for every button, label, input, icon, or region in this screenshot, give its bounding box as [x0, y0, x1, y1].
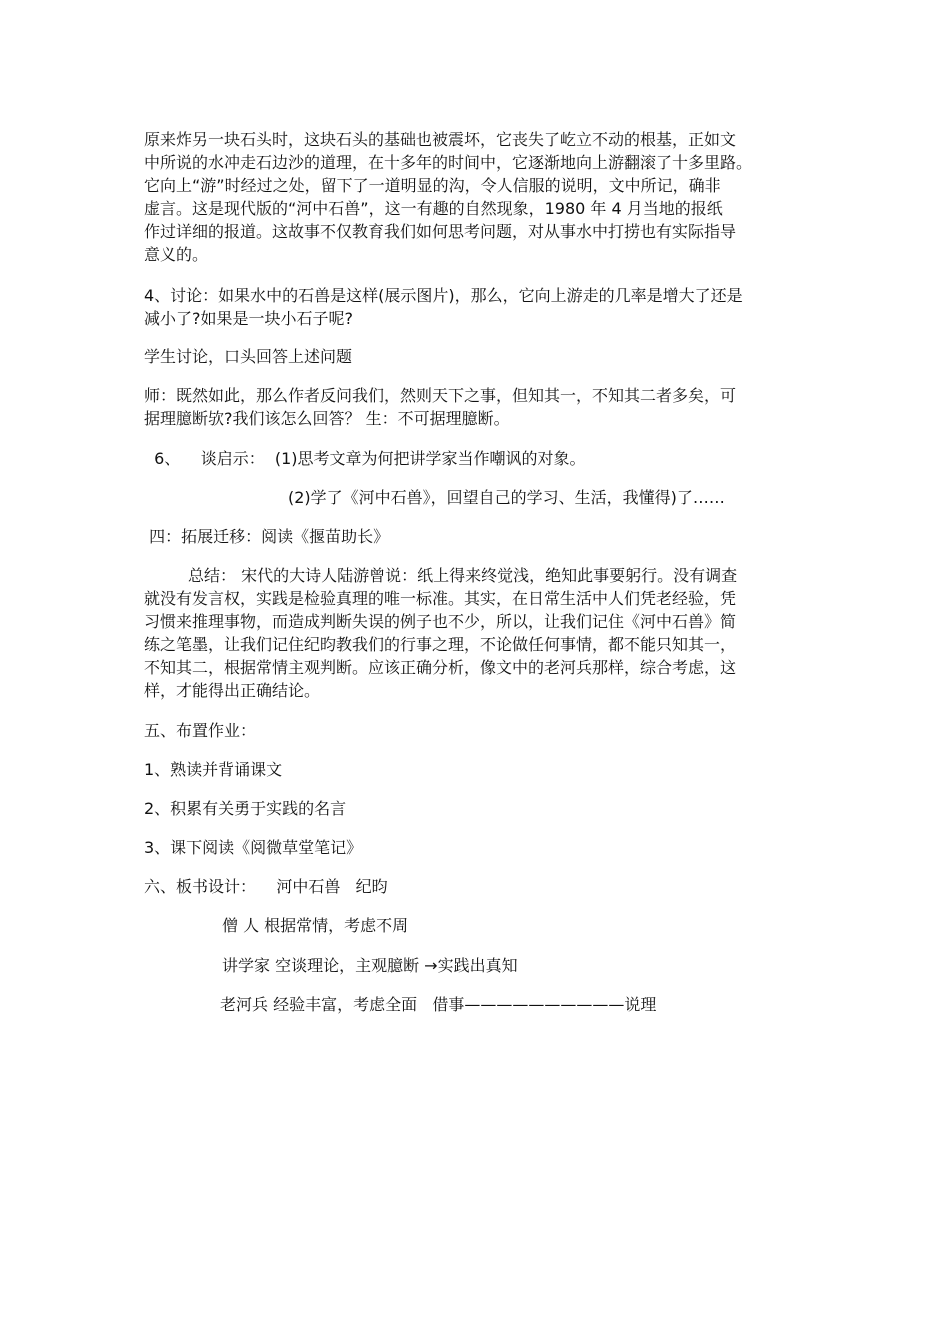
- text-line: 中所说的水冲走石边沙的道理，在十多年的时间中，它逐渐地向上游翻滚了十多里路。: [144, 153, 753, 172]
- text-line: 它向上“游”时经过之处，留下了一道明显的沟，令人信服的说明，文中所记，确非: [144, 176, 721, 195]
- insight-6: 6、 谈启示： (1)思考文章为何把讲学家当作嘲讽的对象。: [144, 449, 586, 468]
- text-line: 习惯来推理事物，而造成判断失误的例子也不少，所以，让我们记住《河中石兽》简: [144, 612, 737, 631]
- text-line: 据理臆断欤?我们该怎么回答？ 生：不可据理臆断。: [144, 409, 510, 428]
- text-line: 原来炸另一块石头时，这块石头的基础也被震坏，它丧失了屹立不动的根基，正如文: [144, 130, 737, 149]
- text-line: 意义的。: [144, 245, 209, 264]
- student-discussion: 学生讨论，口头回答上述问题: [144, 347, 353, 366]
- teacher-question: [144, 384, 824, 430]
- homework-item: 2、积累有关勇于实践的名言: [144, 799, 347, 818]
- text-line: 作过详细的报道。这故事不仅教育我们如何思考问题，对从事水中打捞也有实际指导: [144, 222, 737, 241]
- homework-item: 3、课下阅读《阅微草堂笔记》: [144, 838, 363, 857]
- insight-6-item-2: (2)学了《河中石兽》，回望自己的学习、生活，我懂得)了……: [288, 488, 725, 507]
- text-line: 4、讨论：如果水中的石兽是这样(展示图片)，那么，它向上游走的几率是增大了还是: [144, 286, 743, 305]
- text-line: 样，才能得出正确结论。: [144, 681, 321, 700]
- text-line: 总结： 宋代的大诗人陆游曾说：纸上得来终觉浅，绝知此事要躬行。没有调查: [188, 566, 738, 585]
- board-design-heading: 六、板书设计： 河中石兽 纪昀: [144, 877, 388, 896]
- text-line: 就没有发言权，实践是检验真理的唯一标准。其实，在日常生活中人们凭老经验，凭: [144, 589, 737, 608]
- board-design-row: 讲学家 空谈理论，主观臆断 →实践出真知: [222, 956, 518, 975]
- summary-paragraph: [144, 564, 824, 702]
- text-line: 师：既然如此，那么作者反问我们，然则天下之事，但知其一，不知其二者多矣，可: [144, 386, 737, 405]
- board-design-row: 老河兵 经验丰富，考虑全面 借事——————————说理: [220, 995, 657, 1014]
- text-line: 虚言。这是现代版的“河中石兽”，这一有趣的自然现象，1980 年 4 月当地的报纸: [144, 199, 723, 218]
- board-design-row: 僧 人 根据常情，考虑不周: [222, 916, 409, 935]
- text-line: 不知其二，根据常情主观判断。应该正确分析，像文中的老河兵那样，综合考虑，这: [144, 658, 737, 677]
- homework-item: 1、熟读并背诵课文: [144, 760, 283, 779]
- intro-paragraph: [144, 128, 824, 266]
- text-line: 减小了?如果是一块小石子呢?: [144, 309, 353, 328]
- discussion-4: [144, 284, 824, 330]
- homework-heading: 五、布置作业：: [144, 721, 257, 740]
- text-line: 练之笔墨，让我们记住纪昀教我们的行事之理，不论做任何事情，都不能只知其一，: [144, 635, 737, 654]
- extension-section: 四：拓展迁移：阅读《揠苗助长》: [144, 527, 390, 546]
